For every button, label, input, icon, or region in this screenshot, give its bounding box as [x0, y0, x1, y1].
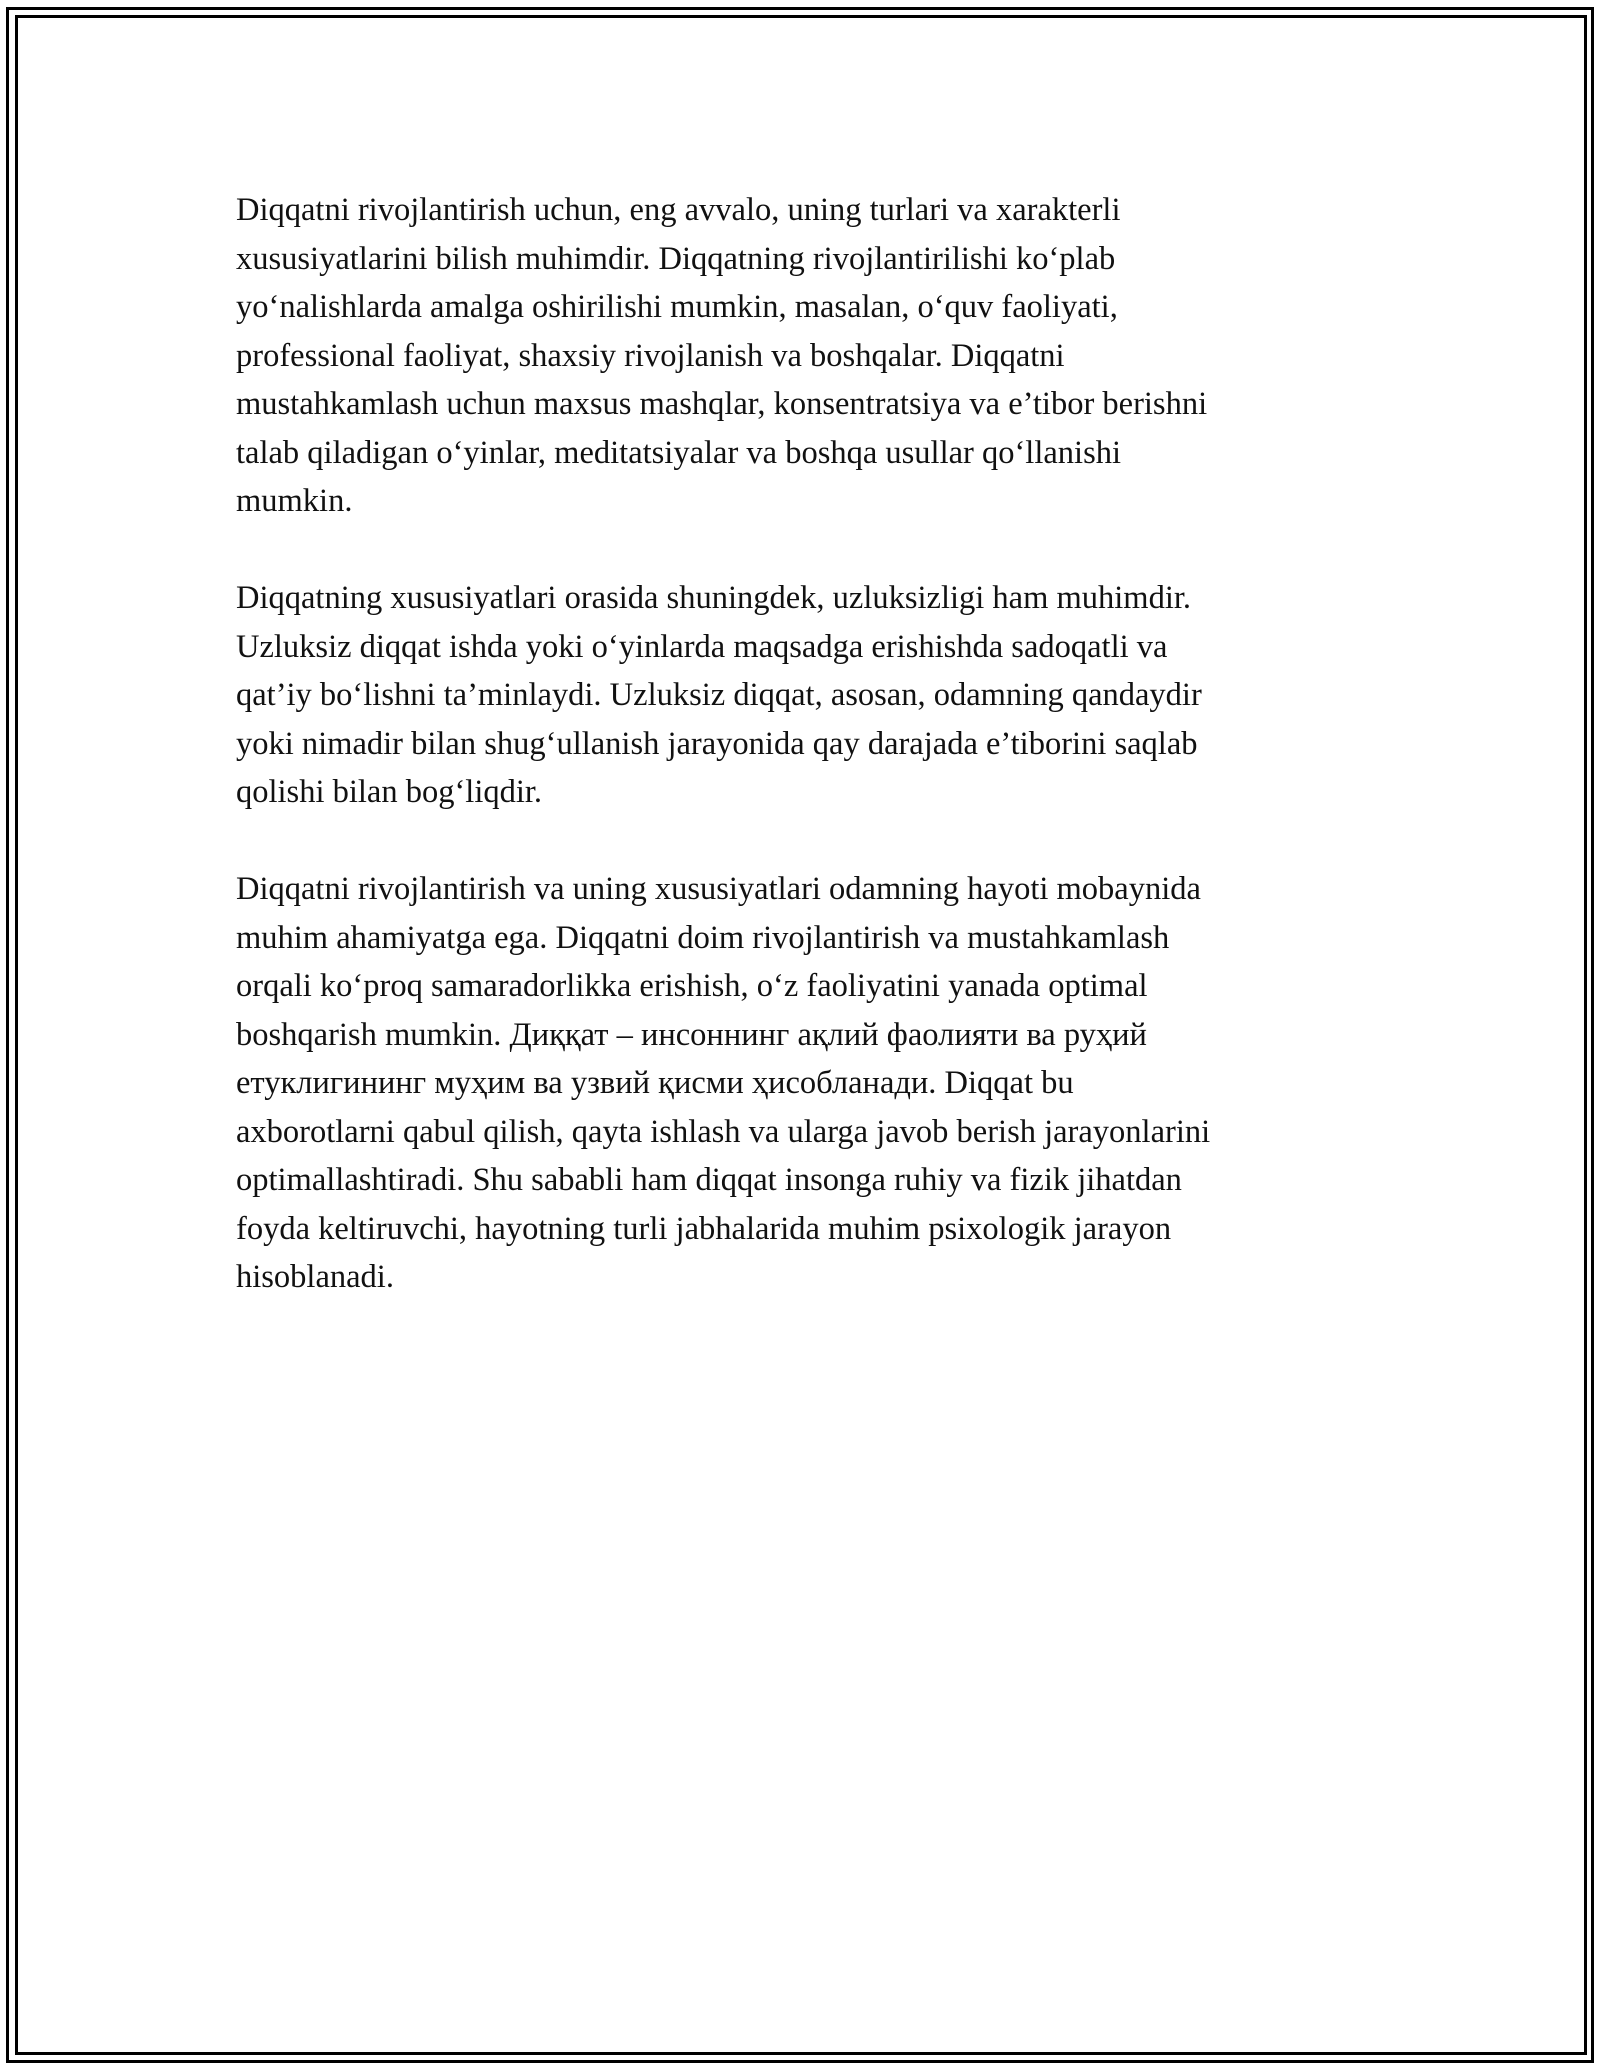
- paragraph-1: Diqqatni rivojlantirish uchun, eng avvalo, uning turlari va xarakterli xususiyatlarini bilish muhimdir. Diqqatning rivojlantirilishi ko‘plab yo‘nalishlarda amalga oshirilishi mumkin, masalan, o‘quv faoliyati, professional faoliyat, shaxsiy rivojlanish va boshqalar. Diqqatni mustahkamlash uchun maxsus mashqlar, konsentratsiya va e’tibor berishni talab qiladigan o‘yinlar, meditatsiyalar va boshqa usullar qo‘llanishi mumkin.: [236, 192, 1208, 519]
- document-body: [236, 186, 1356, 1350]
- paragraph-2: Diqqatning xususiyatlari orasida shuningdek, uzluksizligi ham muhimdir. Uzluksiz diqqat ishda yoki o‘yinlarda maqsadga erishishda sadoqatli va qat’iy bo‘lishni ta’minlaydi. Uzluksiz diqqat, asosan, odamning qandaydir yoki nimadir bilan shug‘ullanish jarayonida qay darajada e’tiborini saqlab qolishi bilan bog‘liqdir.: [236, 580, 1202, 810]
- paragraph-3: Diqqatni rivojlantirish va uning xususiyatlari odamning hayoti mobaynida muhim ahamiyatga ega. Diqqatni doim rivojlantirish va mustahkamlash orqali ko‘proq samaradorlikka erishish, o‘z faoliyatini yanada optimal boshqarish mumkin. Диққат – инсоннинг ақлий фаолияти ва руҳий етуклигининг муҳим ва узвий қисми ҳисобланади. Diqqat bu axborotlarni qabul qilish, qayta ishlash va ularga javob berish jarayonlarini optimallashtiradi. Shu sababli ham diqqat insonga ruhiy va fizik jihatdan foyda keltiruvchi, hayotning turli jabhalarida muhim psixologik jarayon hisoblanadi.: [236, 871, 1211, 1295]
